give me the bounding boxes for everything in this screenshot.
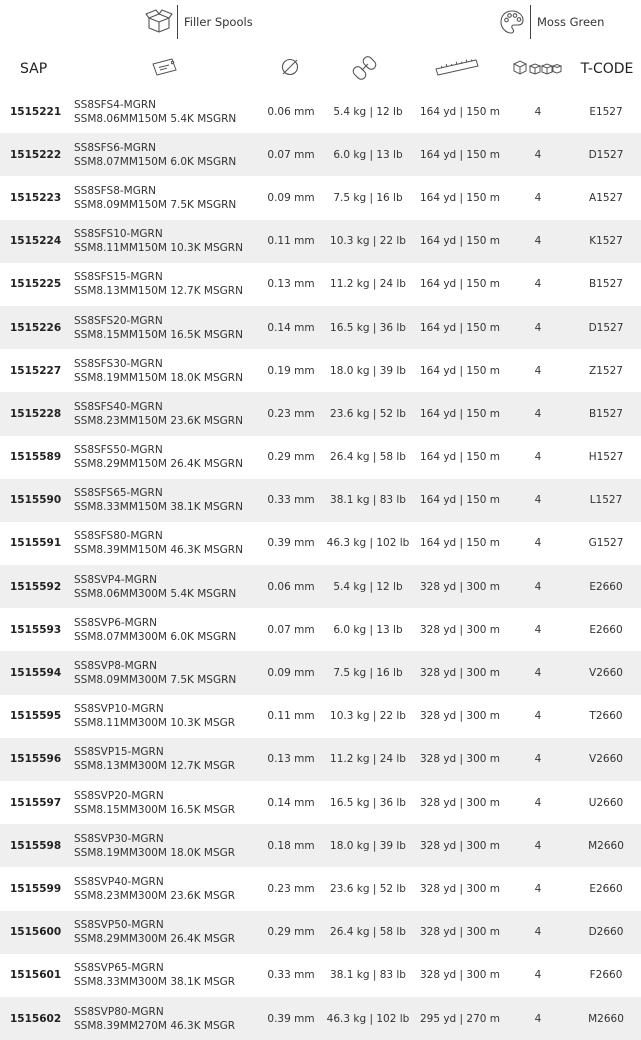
pack-quantity: 4 (534, 105, 542, 118)
moss-green-label-group (498, 4, 604, 40)
product-code: SS8SFS40-MGRN (74, 400, 163, 413)
product-description: SSM8.06MM150M 5.4K MSGRN (74, 112, 237, 125)
sap-number: 1515590 (10, 494, 62, 507)
diameter-value: 0.18 mm (267, 839, 315, 852)
strength-value: 11.2 kg | 24 lb (330, 278, 406, 291)
sap-number: 1515596 (10, 753, 62, 766)
strength-value: 6.0 kg | 13 lb (333, 623, 403, 636)
diameter-value: 0.07 mm (267, 623, 315, 636)
sap-number: 1515597 (10, 796, 62, 809)
pack-quantity: 4 (534, 667, 542, 680)
tcode-value: B1527 (589, 278, 623, 291)
strength-value: 26.4 kg | 58 lb (330, 451, 406, 464)
open-box-icon (145, 8, 173, 36)
product-description: SSM8.13MM150M 12.7K MSGRN (74, 285, 243, 298)
length-value: 164 yd | 150 m (419, 105, 501, 118)
table-row (0, 781, 641, 824)
length-value: 328 yd | 300 m (419, 969, 501, 982)
tcode-value: B1527 (589, 407, 623, 420)
pack-quantity: 4 (534, 148, 542, 161)
product-code: SS8SVP80-MGRN (74, 1005, 164, 1018)
pack-quantity: 4 (534, 796, 542, 809)
sap-number: 1515599 (10, 882, 62, 895)
boxes-icon (512, 57, 562, 81)
sap-number: 1515595 (10, 710, 62, 723)
filler-spools-label: Filler Spools (184, 15, 253, 29)
diameter-value: 0.09 mm (267, 667, 315, 680)
length-value: 328 yd | 300 m (419, 710, 501, 723)
tcode-value: K1527 (589, 235, 623, 248)
strength-value: 7.5 kg | 16 lb (333, 191, 403, 204)
product-description: SSM8.29MM150M 26.4K MSGRN (74, 458, 243, 471)
product-description: SSM8.07MM300M 6.0K MSGRN (74, 630, 237, 643)
sap-number: 1515593 (10, 623, 62, 636)
strength-value: 46.3 kg | 102 lb (326, 1012, 410, 1025)
sap-number: 1515228 (10, 407, 62, 420)
strength-value: 26.4 kg | 58 lb (330, 926, 406, 939)
product-code: SS8SFS20-MGRN (74, 314, 163, 327)
product-code: SS8SFS30-MGRN (74, 357, 163, 370)
category-bar (0, 0, 641, 44)
length-value: 164 yd | 150 m (419, 364, 501, 377)
table-row (0, 392, 641, 435)
pack-quantity: 4 (534, 580, 542, 593)
product-description: SSM8.39MM150M 46.3K MSGRN (74, 544, 243, 557)
table-row (0, 824, 641, 867)
sap-number: 1515601 (10, 969, 62, 982)
product-name (74, 306, 243, 349)
table-row (0, 306, 641, 349)
product-code: SS8SVP65-MGRN (74, 962, 164, 975)
column-header-pack (510, 48, 564, 90)
pack-quantity: 4 (534, 494, 542, 507)
sap-number: 1515221 (10, 105, 62, 118)
tcode-value: E2660 (589, 623, 623, 636)
table-row (0, 349, 641, 392)
pack-quantity: 4 (534, 364, 542, 377)
sap-number: 1515227 (10, 364, 62, 377)
length-value: 295 yd | 270 m (419, 1012, 501, 1025)
pack-quantity: 4 (534, 926, 542, 939)
table-row (0, 911, 641, 954)
product-name (74, 824, 235, 867)
table-row (0, 479, 641, 522)
diameter-value: 0.06 mm (267, 580, 315, 593)
diameter-value: 0.11 mm (267, 235, 315, 248)
column-header-diameter (270, 48, 310, 90)
strength-value: 16.5 kg | 36 lb (330, 796, 406, 809)
table-row (0, 997, 641, 1040)
tcode-value: M2660 (588, 1012, 624, 1025)
strength-value: 7.5 kg | 16 lb (333, 667, 403, 680)
product-name (74, 263, 243, 306)
diameter-value: 0.14 mm (267, 796, 315, 809)
product-description: SSM8.09MM150M 7.5K MSGRN (74, 198, 237, 211)
product-code: SS8SVP40-MGRN (74, 875, 164, 888)
tcode-value: G1527 (588, 537, 624, 550)
tcode-value: M2660 (588, 839, 624, 852)
product-name (74, 436, 243, 479)
column-header-length (432, 48, 482, 90)
product-description: SSM8.29MM300M 26.4K MSGR (74, 933, 236, 946)
strength-value: 23.6 kg | 52 lb (330, 882, 406, 895)
moss-green-label: Moss Green (537, 15, 605, 29)
tcode-value: V2660 (589, 753, 623, 766)
diameter-value: 0.14 mm (267, 321, 315, 334)
table-row (0, 608, 641, 651)
sap-number: 1515224 (10, 235, 62, 248)
tcode-value: U2660 (588, 796, 624, 809)
sap-number: 1515223 (10, 191, 62, 204)
product-description: SSM8.23MM150M 23.6K MSGRN (74, 414, 243, 427)
product-description: SSM8.33MM300M 38.1K MSGR (74, 976, 236, 989)
product-code: SS8SVP4-MGRN (74, 573, 158, 586)
column-header-tcode: T-CODE (580, 61, 634, 77)
pack-quantity: 4 (534, 321, 542, 334)
product-code: SS8SFS8-MGRN (74, 184, 157, 197)
table-row (0, 565, 641, 608)
pack-quantity: 4 (534, 710, 542, 723)
tcode-value: D1527 (588, 321, 624, 334)
pack-quantity: 4 (534, 839, 542, 852)
product-description: SSM8.23MM300M 23.6K MSGR (74, 889, 236, 902)
length-value: 328 yd | 300 m (419, 667, 501, 680)
length-value: 328 yd | 300 m (419, 882, 501, 895)
product-description: SSM8.19MM150M 18.0K MSGRN (74, 371, 243, 384)
strength-value: 11.2 kg | 24 lb (330, 753, 406, 766)
pack-quantity: 4 (534, 882, 542, 895)
pack-quantity: 4 (534, 753, 542, 766)
product-name (74, 738, 235, 781)
pack-quantity: 4 (534, 969, 542, 982)
tcode-value: E2660 (589, 882, 623, 895)
table-row (0, 651, 641, 694)
product-code: SS8SFS65-MGRN (74, 487, 163, 500)
product-code: SS8SVP10-MGRN (74, 703, 164, 716)
divider (177, 5, 178, 39)
diameter-value: 0.29 mm (267, 926, 315, 939)
product-code: SS8SFS15-MGRN (74, 271, 163, 284)
pack-quantity: 4 (534, 1012, 542, 1025)
length-value: 164 yd | 150 m (419, 451, 501, 464)
product-code: SS8SVP15-MGRN (74, 746, 164, 759)
tcode-value: Z1527 (589, 364, 623, 377)
length-value: 328 yd | 300 m (419, 580, 501, 593)
column-header-strength (345, 48, 385, 90)
length-value: 164 yd | 150 m (419, 278, 501, 291)
sap-number: 1515594 (10, 667, 62, 680)
product-code: SS8SFS80-MGRN (74, 530, 163, 543)
product-name (74, 479, 243, 522)
length-value: 164 yd | 150 m (419, 235, 501, 248)
diameter-value: 0.33 mm (267, 494, 315, 507)
product-code: SS8SVP8-MGRN (74, 660, 158, 673)
table-row (0, 90, 641, 133)
product-description: SSM8.11MM150M 10.3K MSGRN (74, 242, 243, 255)
product-name (74, 911, 235, 954)
product-description: SSM8.39MM270M 46.3K MSGR (74, 1019, 236, 1032)
diameter-value: 0.11 mm (267, 710, 315, 723)
sap-number: 1515592 (10, 580, 62, 593)
length-value: 164 yd | 150 m (419, 191, 501, 204)
table-row (0, 263, 641, 306)
diameter-value: 0.39 mm (267, 1012, 315, 1025)
pack-quantity: 4 (534, 235, 542, 248)
product-name (74, 954, 235, 997)
product-name (74, 349, 243, 392)
table-row (0, 436, 641, 479)
product-description: SSM8.15MM300M 16.5K MSGR (74, 803, 236, 816)
length-value: 164 yd | 150 m (419, 407, 501, 420)
chain-link-icon (352, 54, 378, 84)
diameter-value: 0.23 mm (267, 882, 315, 895)
product-code: SS8SVP6-MGRN (74, 616, 158, 629)
sap-number: 1515591 (10, 537, 62, 550)
diameter-icon (279, 56, 301, 82)
length-value: 164 yd | 150 m (419, 321, 501, 334)
strength-value: 18.0 kg | 39 lb (330, 364, 406, 377)
tcode-value: L1527 (589, 494, 623, 507)
price-tag-icon (150, 56, 180, 82)
pack-quantity: 4 (534, 191, 542, 204)
filler-spools-label-group (145, 4, 253, 40)
product-name (74, 651, 236, 694)
strength-value: 38.1 kg | 83 lb (330, 494, 406, 507)
tcode-value: T2660 (589, 710, 623, 723)
diameter-value: 0.19 mm (267, 364, 315, 377)
product-name (74, 781, 235, 824)
length-value: 328 yd | 300 m (419, 926, 501, 939)
length-value: 328 yd | 300 m (419, 796, 501, 809)
table-row (0, 176, 641, 219)
sap-number: 1515226 (10, 321, 62, 334)
strength-value: 18.0 kg | 39 lb (330, 839, 406, 852)
pack-quantity: 4 (534, 623, 542, 636)
strength-value: 6.0 kg | 13 lb (333, 148, 403, 161)
table-row (0, 954, 641, 997)
product-table-body (0, 90, 641, 1040)
length-value: 328 yd | 300 m (419, 623, 501, 636)
diameter-value: 0.13 mm (267, 753, 315, 766)
length-value: 328 yd | 300 m (419, 839, 501, 852)
product-description: SSM8.09MM300M 7.5K MSGRN (74, 674, 237, 687)
table-row (0, 522, 641, 565)
product-code: SS8SVP50-MGRN (74, 919, 164, 932)
product-code: SS8SFS4-MGRN (74, 98, 157, 111)
palette-icon (498, 8, 526, 36)
divider (530, 5, 531, 39)
product-description: SSM8.13MM300M 12.7K MSGR (74, 760, 236, 773)
product-name (74, 392, 243, 435)
pack-quantity: 4 (534, 537, 542, 550)
table-row (0, 738, 641, 781)
product-name (74, 565, 236, 608)
sap-number: 1515602 (10, 1012, 62, 1025)
strength-value: 5.4 kg | 12 lb (333, 105, 403, 118)
product-description: SSM8.11MM300M 10.3K MSGR (74, 717, 236, 730)
tcode-value: D2660 (588, 926, 624, 939)
strength-value: 10.3 kg | 22 lb (330, 710, 406, 723)
sap-number: 1515222 (10, 148, 62, 161)
pack-quantity: 4 (534, 407, 542, 420)
product-name (74, 997, 235, 1040)
diameter-value: 0.09 mm (267, 191, 315, 204)
table-row (0, 220, 641, 263)
product-name (74, 867, 235, 910)
tcode-value: E1527 (589, 105, 623, 118)
tcode-value: A1527 (589, 191, 623, 204)
tcode-value: E2660 (589, 580, 623, 593)
strength-value: 38.1 kg | 83 lb (330, 969, 406, 982)
diameter-value: 0.33 mm (267, 969, 315, 982)
strength-value: 5.4 kg | 12 lb (333, 580, 403, 593)
length-value: 164 yd | 150 m (419, 494, 501, 507)
length-value: 328 yd | 300 m (419, 753, 501, 766)
product-code: SS8SFS6-MGRN (74, 141, 157, 154)
length-value: 164 yd | 150 m (419, 537, 501, 550)
sap-number: 1515589 (10, 451, 62, 464)
column-header-sap: SAP (20, 61, 48, 77)
tcode-value: V2660 (589, 667, 623, 680)
diameter-value: 0.07 mm (267, 148, 315, 161)
sap-number: 1515225 (10, 278, 62, 291)
product-name (74, 133, 236, 176)
diameter-value: 0.13 mm (267, 278, 315, 291)
product-code: SS8SVP20-MGRN (74, 789, 164, 802)
tcode-value: D1527 (588, 148, 624, 161)
product-code: SS8SFS50-MGRN (74, 444, 163, 457)
product-name (74, 90, 236, 133)
table-header (0, 48, 641, 90)
product-name (74, 176, 236, 219)
product-name (74, 522, 243, 565)
product-name (74, 220, 243, 263)
product-description: SSM8.33MM150M 38.1K MSGRN (74, 501, 243, 514)
product-description: SSM8.06MM300M 5.4K MSGRN (74, 587, 237, 600)
sap-number: 1515598 (10, 839, 62, 852)
product-name (74, 695, 235, 738)
diameter-value: 0.23 mm (267, 407, 315, 420)
table-row (0, 695, 641, 738)
ruler-icon (434, 56, 480, 82)
table-row (0, 133, 641, 176)
strength-value: 10.3 kg | 22 lb (330, 235, 406, 248)
tcode-value: F2660 (589, 969, 623, 982)
sap-number: 1515600 (10, 926, 62, 939)
product-description: SSM8.19MM300M 18.0K MSGR (74, 846, 236, 859)
table-row (0, 867, 641, 910)
column-header-name (140, 48, 190, 90)
product-description: SSM8.15MM150M 16.5K MSGRN (74, 328, 243, 341)
product-description: SSM8.07MM150M 6.0K MSGRN (74, 155, 237, 168)
product-code: SS8SFS10-MGRN (74, 228, 163, 241)
tcode-value: H1527 (588, 451, 624, 464)
product-name (74, 608, 236, 651)
length-value: 164 yd | 150 m (419, 148, 501, 161)
strength-value: 46.3 kg | 102 lb (326, 537, 410, 550)
diameter-value: 0.06 mm (267, 105, 315, 118)
pack-quantity: 4 (534, 451, 542, 464)
diameter-value: 0.39 mm (267, 537, 315, 550)
strength-value: 23.6 kg | 52 lb (330, 407, 406, 420)
diameter-value: 0.29 mm (267, 451, 315, 464)
pack-quantity: 4 (534, 278, 542, 291)
product-code: SS8SVP30-MGRN (74, 832, 164, 845)
strength-value: 16.5 kg | 36 lb (330, 321, 406, 334)
